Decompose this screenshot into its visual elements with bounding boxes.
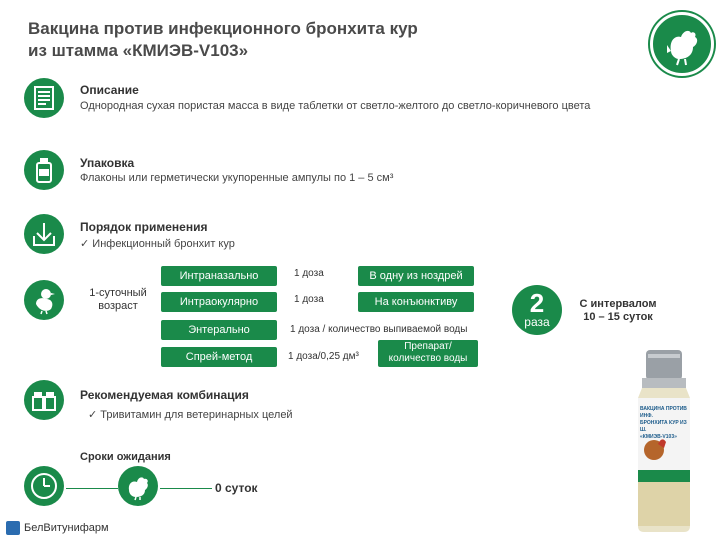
note-intranasal: В одну из ноздрей — [358, 266, 474, 286]
interval-line-2: 10 – 15 суток — [583, 311, 653, 323]
times-number: 2 — [529, 288, 545, 318]
chicken-icon — [650, 12, 714, 76]
waiting-line-1 — [66, 488, 118, 489]
note-intraocular: На конъюнктиву — [358, 292, 474, 312]
waiting-value: 0 суток — [215, 481, 258, 495]
combination-item — [88, 408, 293, 421]
bottle-icon — [24, 150, 64, 190]
check-icon: ✓ — [80, 238, 90, 250]
age-label-line-2: возраст — [98, 300, 138, 312]
combination-heading: Рекомендуемая комбинация — [80, 388, 249, 402]
vials-icon — [24, 380, 64, 420]
age-label-line-1: 1-суточный — [89, 287, 147, 299]
packaging-text: Флаконы или герметически укупоренные ампулы по 1 – 5 см³ — [80, 172, 394, 184]
title-line-1: Вакцина против инфекционного бронхита кур — [28, 19, 418, 38]
combination-item-text: Тривитамин для ветеринарных целей — [100, 409, 293, 421]
check-icon: ✓ — [88, 409, 98, 421]
times-unit: раза — [524, 315, 550, 329]
dose-spray: 1 доза/0,25 дм³ — [288, 351, 359, 362]
dose-intraocular: 1 доза — [294, 294, 324, 305]
dose-enteral: 1 доза / количество выпиваемой воды — [290, 324, 468, 335]
description-heading: Описание — [80, 83, 139, 97]
interval-line-1: С интервалом — [579, 298, 657, 310]
vial-label-line-1: ВАКЦИНА ПРОТИВ ИНФ. — [640, 406, 687, 419]
method-spray: Спрей-метод — [161, 347, 277, 367]
note-spray-line-1: Препарат/ — [404, 341, 452, 352]
document-icon — [24, 78, 64, 118]
method-enteral: Энтерально — [161, 320, 277, 340]
chick-icon — [24, 280, 64, 320]
description-text: Однородная сухая пористая масса в виде таблетки от светло-желтого до светло-коричневого цвета — [80, 100, 591, 112]
dose-intranasal: 1 доза — [294, 268, 324, 279]
note-spray — [378, 340, 478, 367]
vaccine-vial-image — [628, 350, 700, 532]
method-intraocular: Интраокулярно — [161, 292, 277, 312]
waiting-heading: Сроки ожидания — [80, 451, 171, 463]
brand-logo-icon — [6, 521, 20, 535]
page-title — [28, 18, 418, 62]
packaging-heading: Упаковка — [80, 156, 135, 170]
chicken-small-icon — [118, 466, 158, 506]
vial-label — [640, 406, 688, 441]
interval-label — [572, 298, 664, 324]
vial-label-line-3: «КМИЭВ-V103» — [640, 434, 677, 440]
age-label — [80, 287, 156, 313]
waiting-line-2 — [160, 488, 212, 489]
method-intranasal: Интраназально — [161, 266, 277, 286]
usage-item — [80, 237, 235, 250]
note-spray-line-2: количество воды — [388, 353, 468, 364]
title-line-2: из штамма «КМИЭВ-V103» — [28, 41, 249, 60]
times-badge — [512, 285, 562, 335]
brand-name: БелВитунифарм — [24, 522, 109, 534]
usage-heading: Порядок применения — [80, 220, 208, 234]
vial-label-line-2: БРОНХИТА КУР ИЗ Ш. — [640, 420, 687, 433]
usage-item-text: Инфекционный бронхит кур — [92, 238, 235, 250]
clock-icon — [24, 466, 64, 506]
download-icon — [24, 214, 64, 254]
